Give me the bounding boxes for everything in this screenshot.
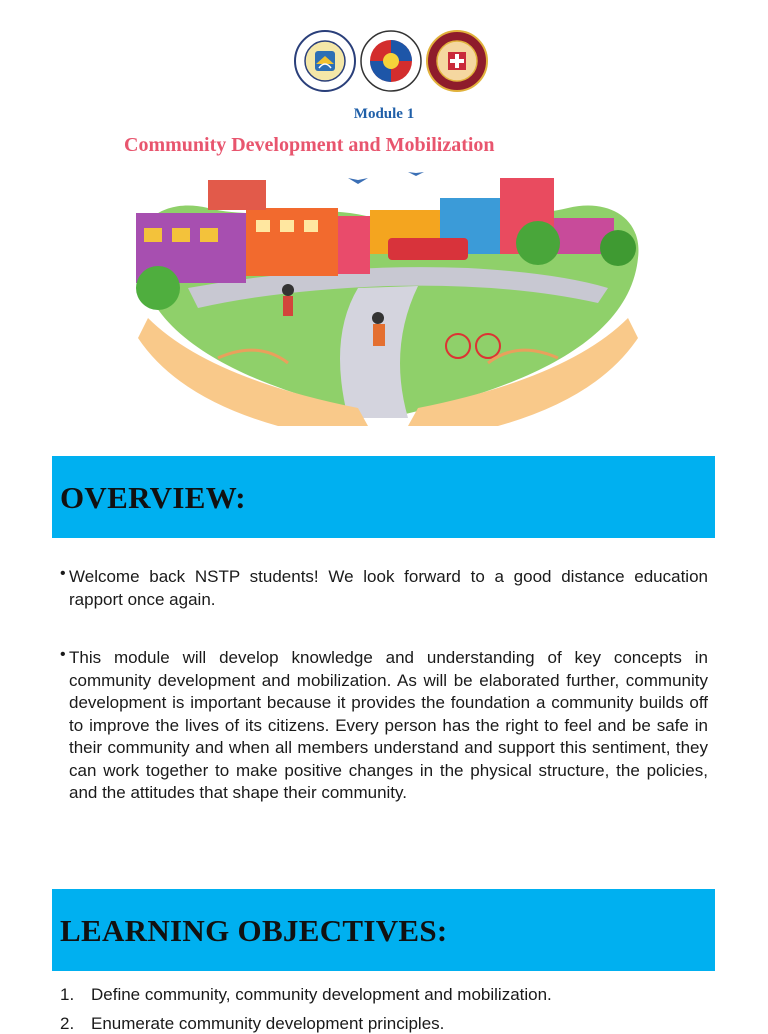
module-label: Module 1	[353, 106, 415, 122]
paragraph-text: This module will develop knowledge and understanding of key concepts in community development and mobilization. As will be elaborated further, community development is important because it provides the foundation a community builds off to improve the lives of its citizens. Every person has the right to feel and be safe in their community and when all members understand and support this sentiment, they can work together to make positive changes in the physical structure, the policies, and the attitudes that shape their community.	[69, 648, 708, 802]
red-college-seal-icon	[426, 30, 488, 92]
community-in-hands-illustration-icon	[128, 168, 648, 426]
logo-row	[0, 30, 768, 92]
objective-number: 1.	[60, 985, 75, 1004]
objective-item	[60, 985, 710, 1005]
nstp-seal-icon	[360, 30, 422, 92]
learning-objectives-heading: LEARNING OBJECTIVES:	[60, 913, 448, 948]
objective-item	[60, 1014, 710, 1034]
learning-objectives-banner	[52, 889, 715, 971]
bullet: •	[60, 565, 66, 582]
objective-text: Define community, community development and mobilization.	[91, 985, 552, 1004]
paragraph-text: Welcome back NSTP students! We look forward to a good distance education rapport once again.	[69, 567, 708, 609]
overview-banner	[52, 456, 715, 538]
overview-heading: OVERVIEW:	[60, 480, 246, 515]
objective-text: Enumerate community development principles.	[91, 1014, 445, 1033]
bullet: •	[60, 646, 66, 663]
overview-paragraph-1	[60, 566, 708, 611]
page-title: Community Development and Mobilization	[124, 134, 495, 156]
objective-number: 2.	[60, 1014, 75, 1033]
overview-paragraph-2	[60, 647, 708, 805]
palawan-state-university-seal-icon	[294, 30, 356, 92]
